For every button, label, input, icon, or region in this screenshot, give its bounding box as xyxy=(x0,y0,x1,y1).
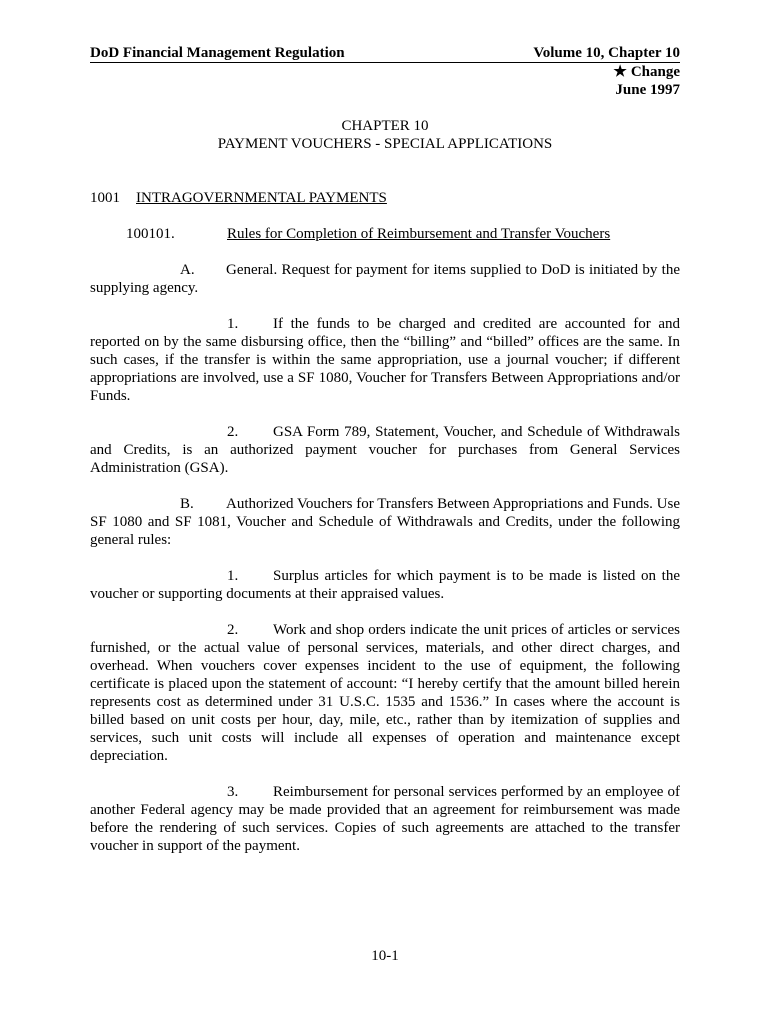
regulation-title: DoD Financial Management Regulation xyxy=(90,45,345,61)
paragraph-a-2 xyxy=(90,423,680,477)
document-page xyxy=(90,44,680,855)
revision-date: June 1997 xyxy=(615,82,680,98)
star-icon: ★ xyxy=(613,64,627,80)
paragraph-label: 3. xyxy=(227,784,239,800)
paragraph-text: If the funds to be charged and credited are accounted for and reported on by the same disbursing office, then the “billing” and “billed” offices are the same. In such cases, if the transfer is within the same appropriation, use a journal voucher; if different appropriations are involved, use a SF 1080, Voucher for Transfers Between Appropriations and/or Funds. xyxy=(90,316,680,404)
chapter-heading xyxy=(90,117,680,153)
paragraph-label: 2. xyxy=(227,424,239,440)
paragraph-b-1 xyxy=(90,567,680,603)
paragraph-b-2 xyxy=(90,621,680,765)
change-notice xyxy=(90,63,680,81)
chapter-number: CHAPTER 10 xyxy=(341,118,429,134)
paragraph-text: Surplus articles for which payment is to be made is listed on the voucher or supporting documents at their appraised values. xyxy=(90,568,680,602)
paragraph-b-3 xyxy=(90,783,680,855)
paragraph-label: A. xyxy=(180,262,195,278)
subsection-heading xyxy=(90,225,680,243)
paragraph-label: 2. xyxy=(227,622,239,638)
section-title: INTRAGOVERNMENTAL PAYMENTS xyxy=(136,190,387,206)
paragraph-label: 1. xyxy=(227,568,239,584)
change-label: Change xyxy=(630,64,680,80)
subsection-number: 100101. xyxy=(126,226,175,242)
paragraph-text: Work and shop orders indicate the unit prices of articles or services furnished, or the actual value of personal services, materials, and other direct charges, and overhead. When vouchers cover expenses incident to the use of equipment, the following certificate is placed upon the statement of account: “I hereby certify that the amount billed herein represents cost as determined under 31 U.S.C. 1535 and 1536.” In cases where the account is billed based on unit costs per hour, day, mile, etc., rather than by itemization of supplies and services, such unit costs will include all expenses of operation and maintenance except depreciation. xyxy=(90,622,680,764)
chapter-title: PAYMENT VOUCHERS - SPECIAL APPLICATIONS xyxy=(217,136,553,152)
paragraph-label: B. xyxy=(180,496,194,512)
paragraph-a-1 xyxy=(90,315,680,405)
section-number: 1001 xyxy=(90,190,120,206)
paragraph-text: GSA Form 789, Statement, Voucher, and Schedule of Withdrawals and Credits, is an authorized payment voucher for purchases from General Services Administration (GSA). xyxy=(90,424,680,476)
paragraph-text: Reimbursement for personal services performed by an employee of another Federal agency may be made provided that an agreement for reimbursement was made before the rendering of such services. Copies of such agreements are attached to the transfer voucher in support of the payment. xyxy=(90,784,680,854)
section-heading xyxy=(90,189,680,207)
paragraph-text: Authorized Vouchers for Transfers Between Appropriations and Funds. Use SF 1080 and SF 1081, Voucher and Schedule of Withdrawals and Credits, under the following general rules: xyxy=(90,496,680,548)
volume-chapter: Volume 10, Chapter 10 xyxy=(533,45,680,61)
paragraph-a xyxy=(90,261,680,297)
paragraph-b xyxy=(90,495,680,549)
paragraph-text: General. Request for payment for items supplied to DoD is initiated by the supplying agency. xyxy=(90,262,680,296)
page-number: 10-1 xyxy=(371,948,399,964)
paragraph-label: 1. xyxy=(227,316,239,332)
running-header xyxy=(90,44,680,63)
subsection-title: Rules for Completion of Reimbursement and Transfer Vouchers xyxy=(227,226,611,242)
